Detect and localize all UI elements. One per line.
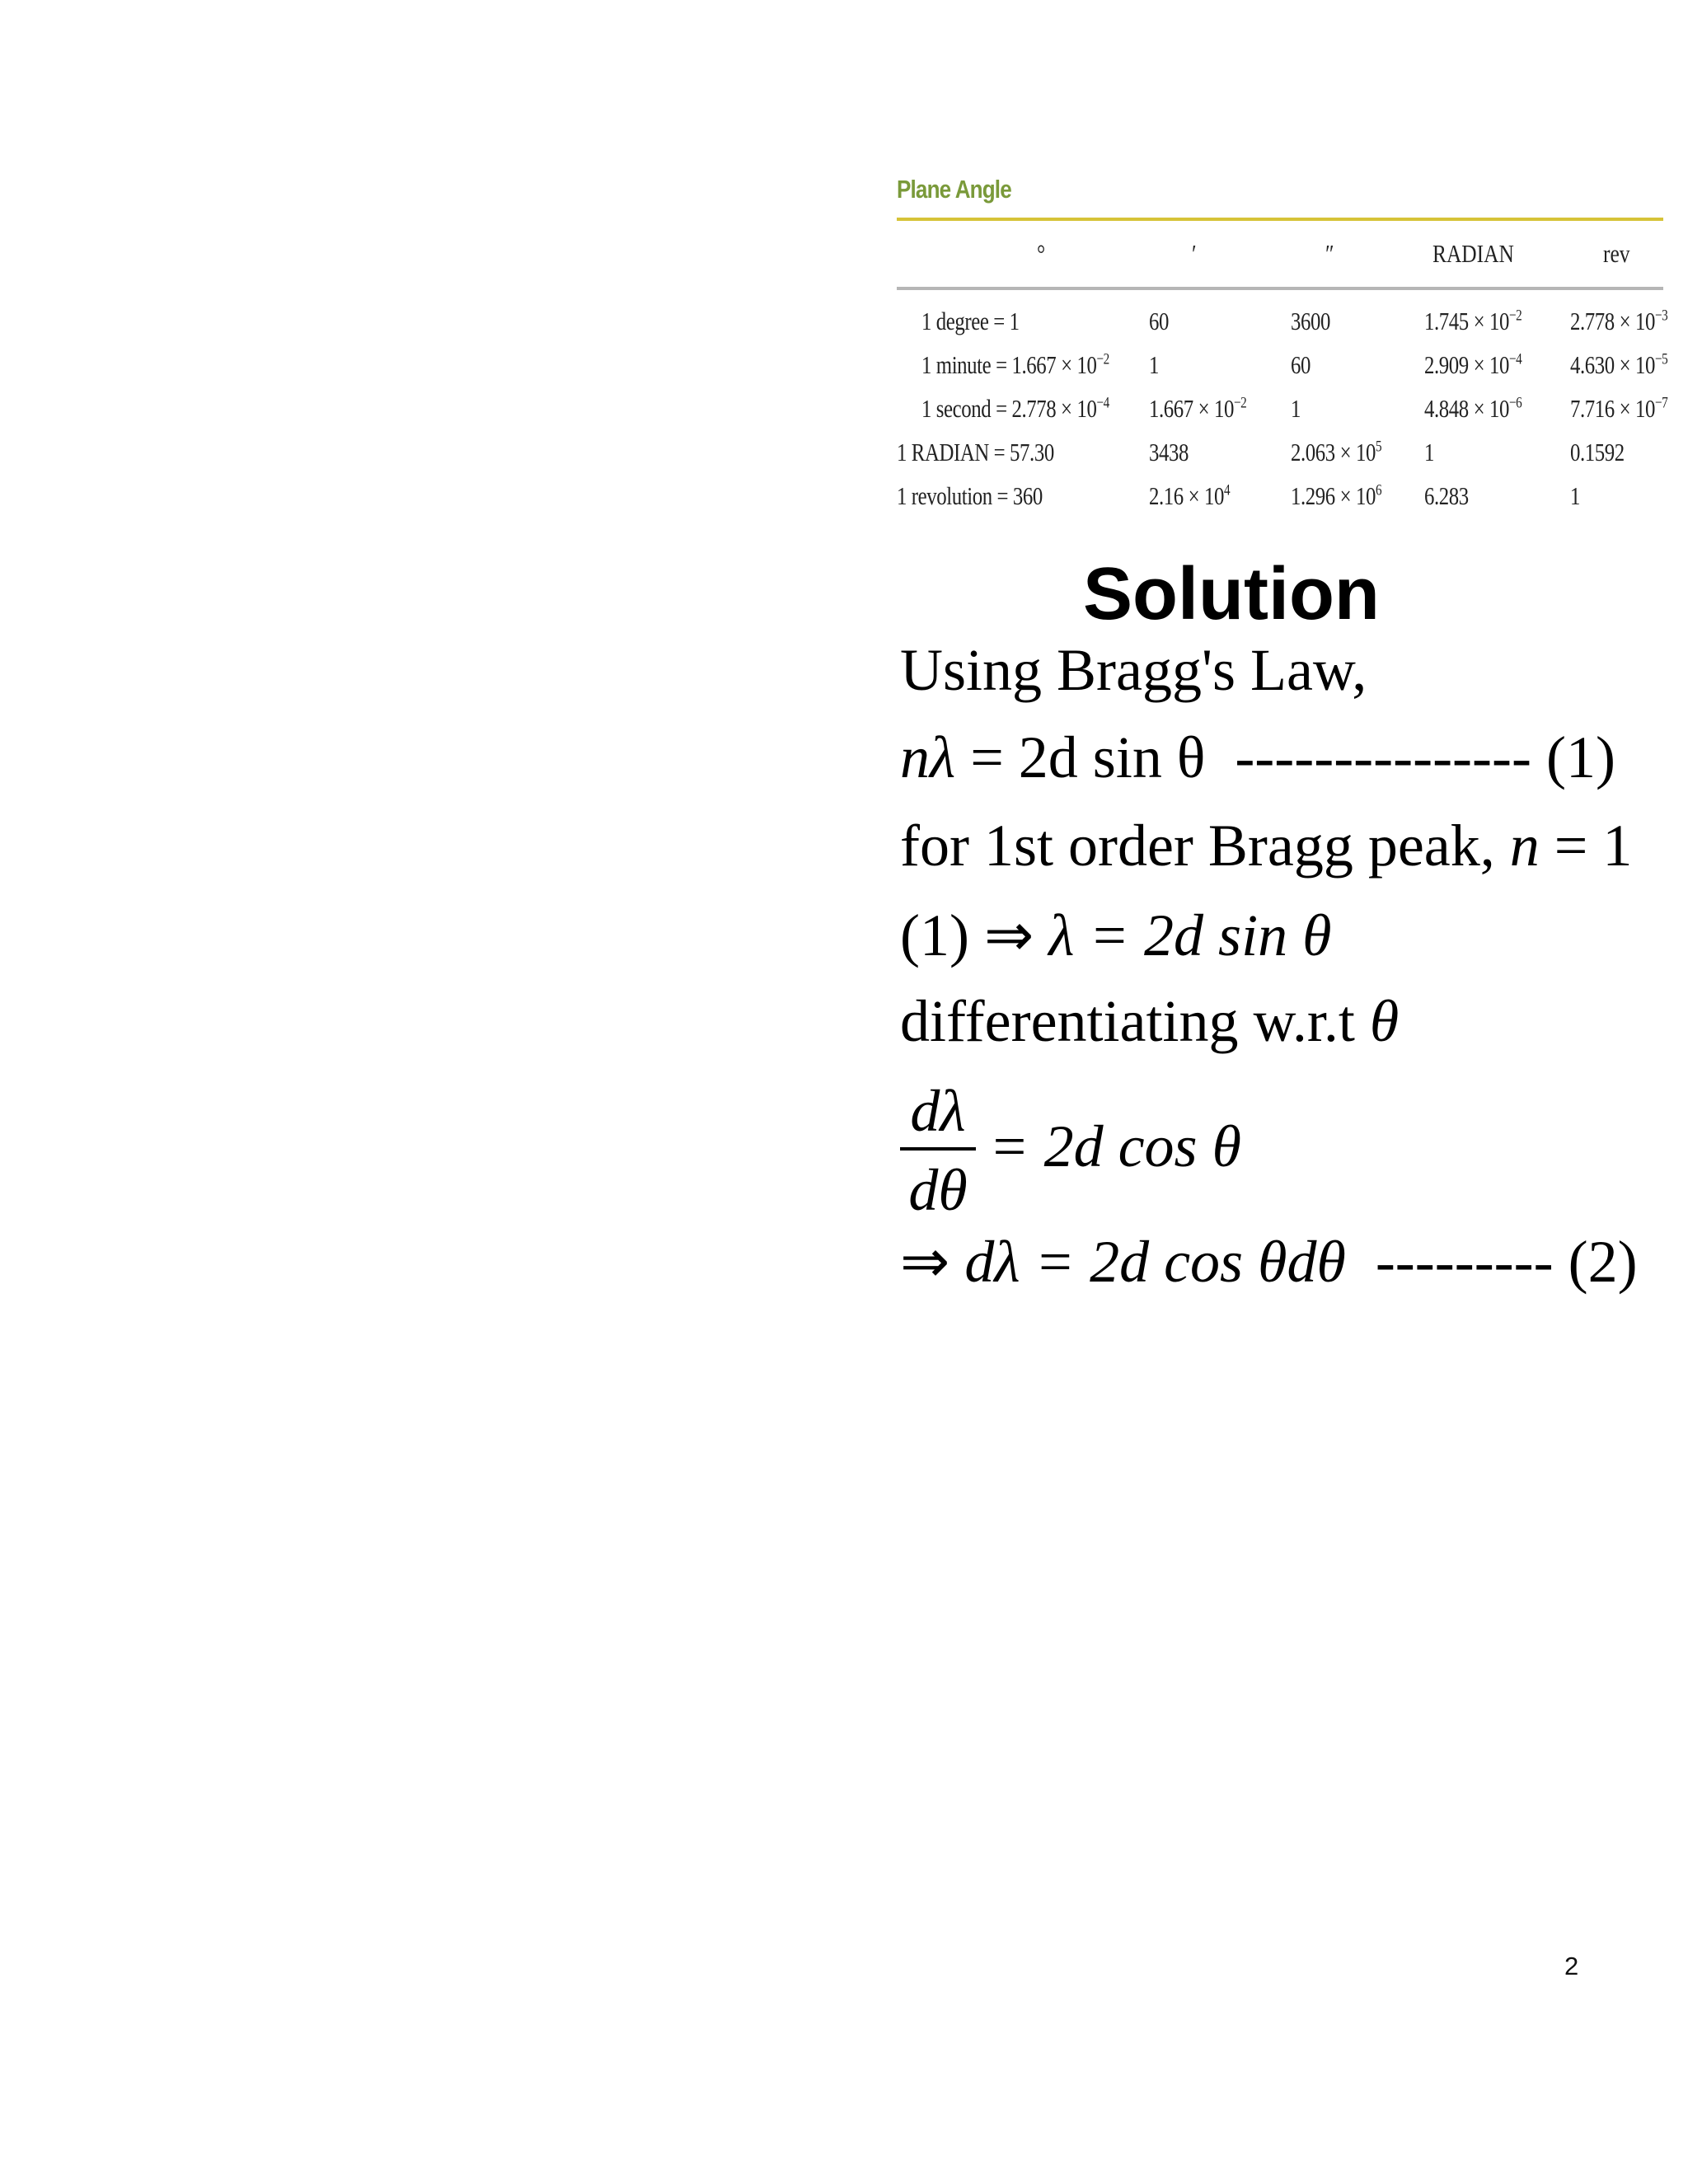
derivative-rhs: = 2d cos θ: [989, 1113, 1241, 1179]
table-cell: 0.1592: [1570, 438, 1625, 466]
table-cell: 1: [1424, 438, 1434, 466]
table-cell: $2.778 \times 10^{-3}$: [1570, 307, 1668, 335]
solution-line-bragg-law: Using Bragg's Law,: [900, 637, 1367, 703]
table-header-rule: [897, 287, 1663, 290]
table-cell: $4.630 \times 10^{-5}$: [1570, 350, 1668, 379]
table-cell: 6.283: [1424, 481, 1469, 510]
header-rev: rev: [1603, 239, 1630, 268]
table-cell: $7.716 \times 10^{-7}$: [1570, 394, 1668, 423]
table-cell: 3600: [1291, 307, 1330, 335]
equation-2-tag: --------- (2): [1375, 1229, 1638, 1295]
table-cell-label: 1 degree = 1: [921, 307, 1020, 335]
table-cell: $1.745 \times 10^{-2}$: [1424, 307, 1522, 335]
table-cell-label: 1 minute = $1.667 \times 10^{-2}$: [921, 350, 1109, 379]
table-cell: 60: [1149, 307, 1169, 335]
header-degree: °: [1037, 239, 1046, 268]
table-cell: 1: [1149, 350, 1159, 379]
solution-heading: Solution: [1083, 553, 1380, 635]
table-cell-label: 1 RADIAN = 57.30: [897, 438, 1054, 466]
table-cell: $4.848 \times 10^{-6}$: [1424, 394, 1522, 423]
table-cell-label: 1 revolution = 360: [897, 481, 1043, 510]
solution-line-substitution: (1) ⇒ λ = 2d sin θ: [900, 902, 1332, 968]
table-cell: $2.16 \times 10^4$: [1149, 481, 1231, 510]
page-number: 2: [1564, 1952, 1579, 1980]
table-title: Plane Angle: [897, 175, 1011, 204]
solution-line-first-order: for 1st order Bragg peak, n = 1: [900, 813, 1633, 879]
table-cell: 60: [1291, 350, 1311, 379]
table-cell: 1: [1570, 481, 1580, 510]
table-cell: 3438: [1149, 438, 1189, 466]
table-cell-label: 1 second = $2.778 \times 10^{-4}$: [921, 394, 1109, 423]
table-top-rule: [897, 218, 1663, 221]
equation-1-tag: --------------- (1): [1235, 724, 1615, 790]
equation-2: ⇒ dλ = 2d cos θdθ --------- (2): [900, 1229, 1638, 1295]
table-cell: $1.667 \times 10^{-2}$: [1149, 394, 1247, 423]
solution-line-differentiating: differentiating w.r.t θ: [900, 988, 1400, 1054]
table-cell: 1: [1291, 394, 1301, 423]
fraction-numerator: dλ: [910, 1078, 966, 1144]
header-minute: ′: [1192, 239, 1197, 268]
fraction-denominator: dθ: [908, 1157, 968, 1223]
equation-2-body: dλ = 2d cos θdθ: [964, 1229, 1346, 1295]
derivative-fraction: [900, 1078, 976, 1223]
table-cell: $2.909 \times 10^{-4}$: [1424, 350, 1522, 379]
equation-1-lhs: nλ: [900, 724, 956, 790]
table-cell: $1.296 \times 10^6$: [1291, 481, 1382, 510]
equation-1-rhs: = 2d sin θ: [955, 724, 1206, 790]
equation-1: [900, 724, 1615, 792]
table-cell: $2.063 \times 10^5$: [1291, 438, 1382, 466]
fraction-bar: [900, 1147, 976, 1151]
header-radian: RADIAN: [1432, 239, 1514, 268]
header-second: ″: [1325, 239, 1334, 268]
